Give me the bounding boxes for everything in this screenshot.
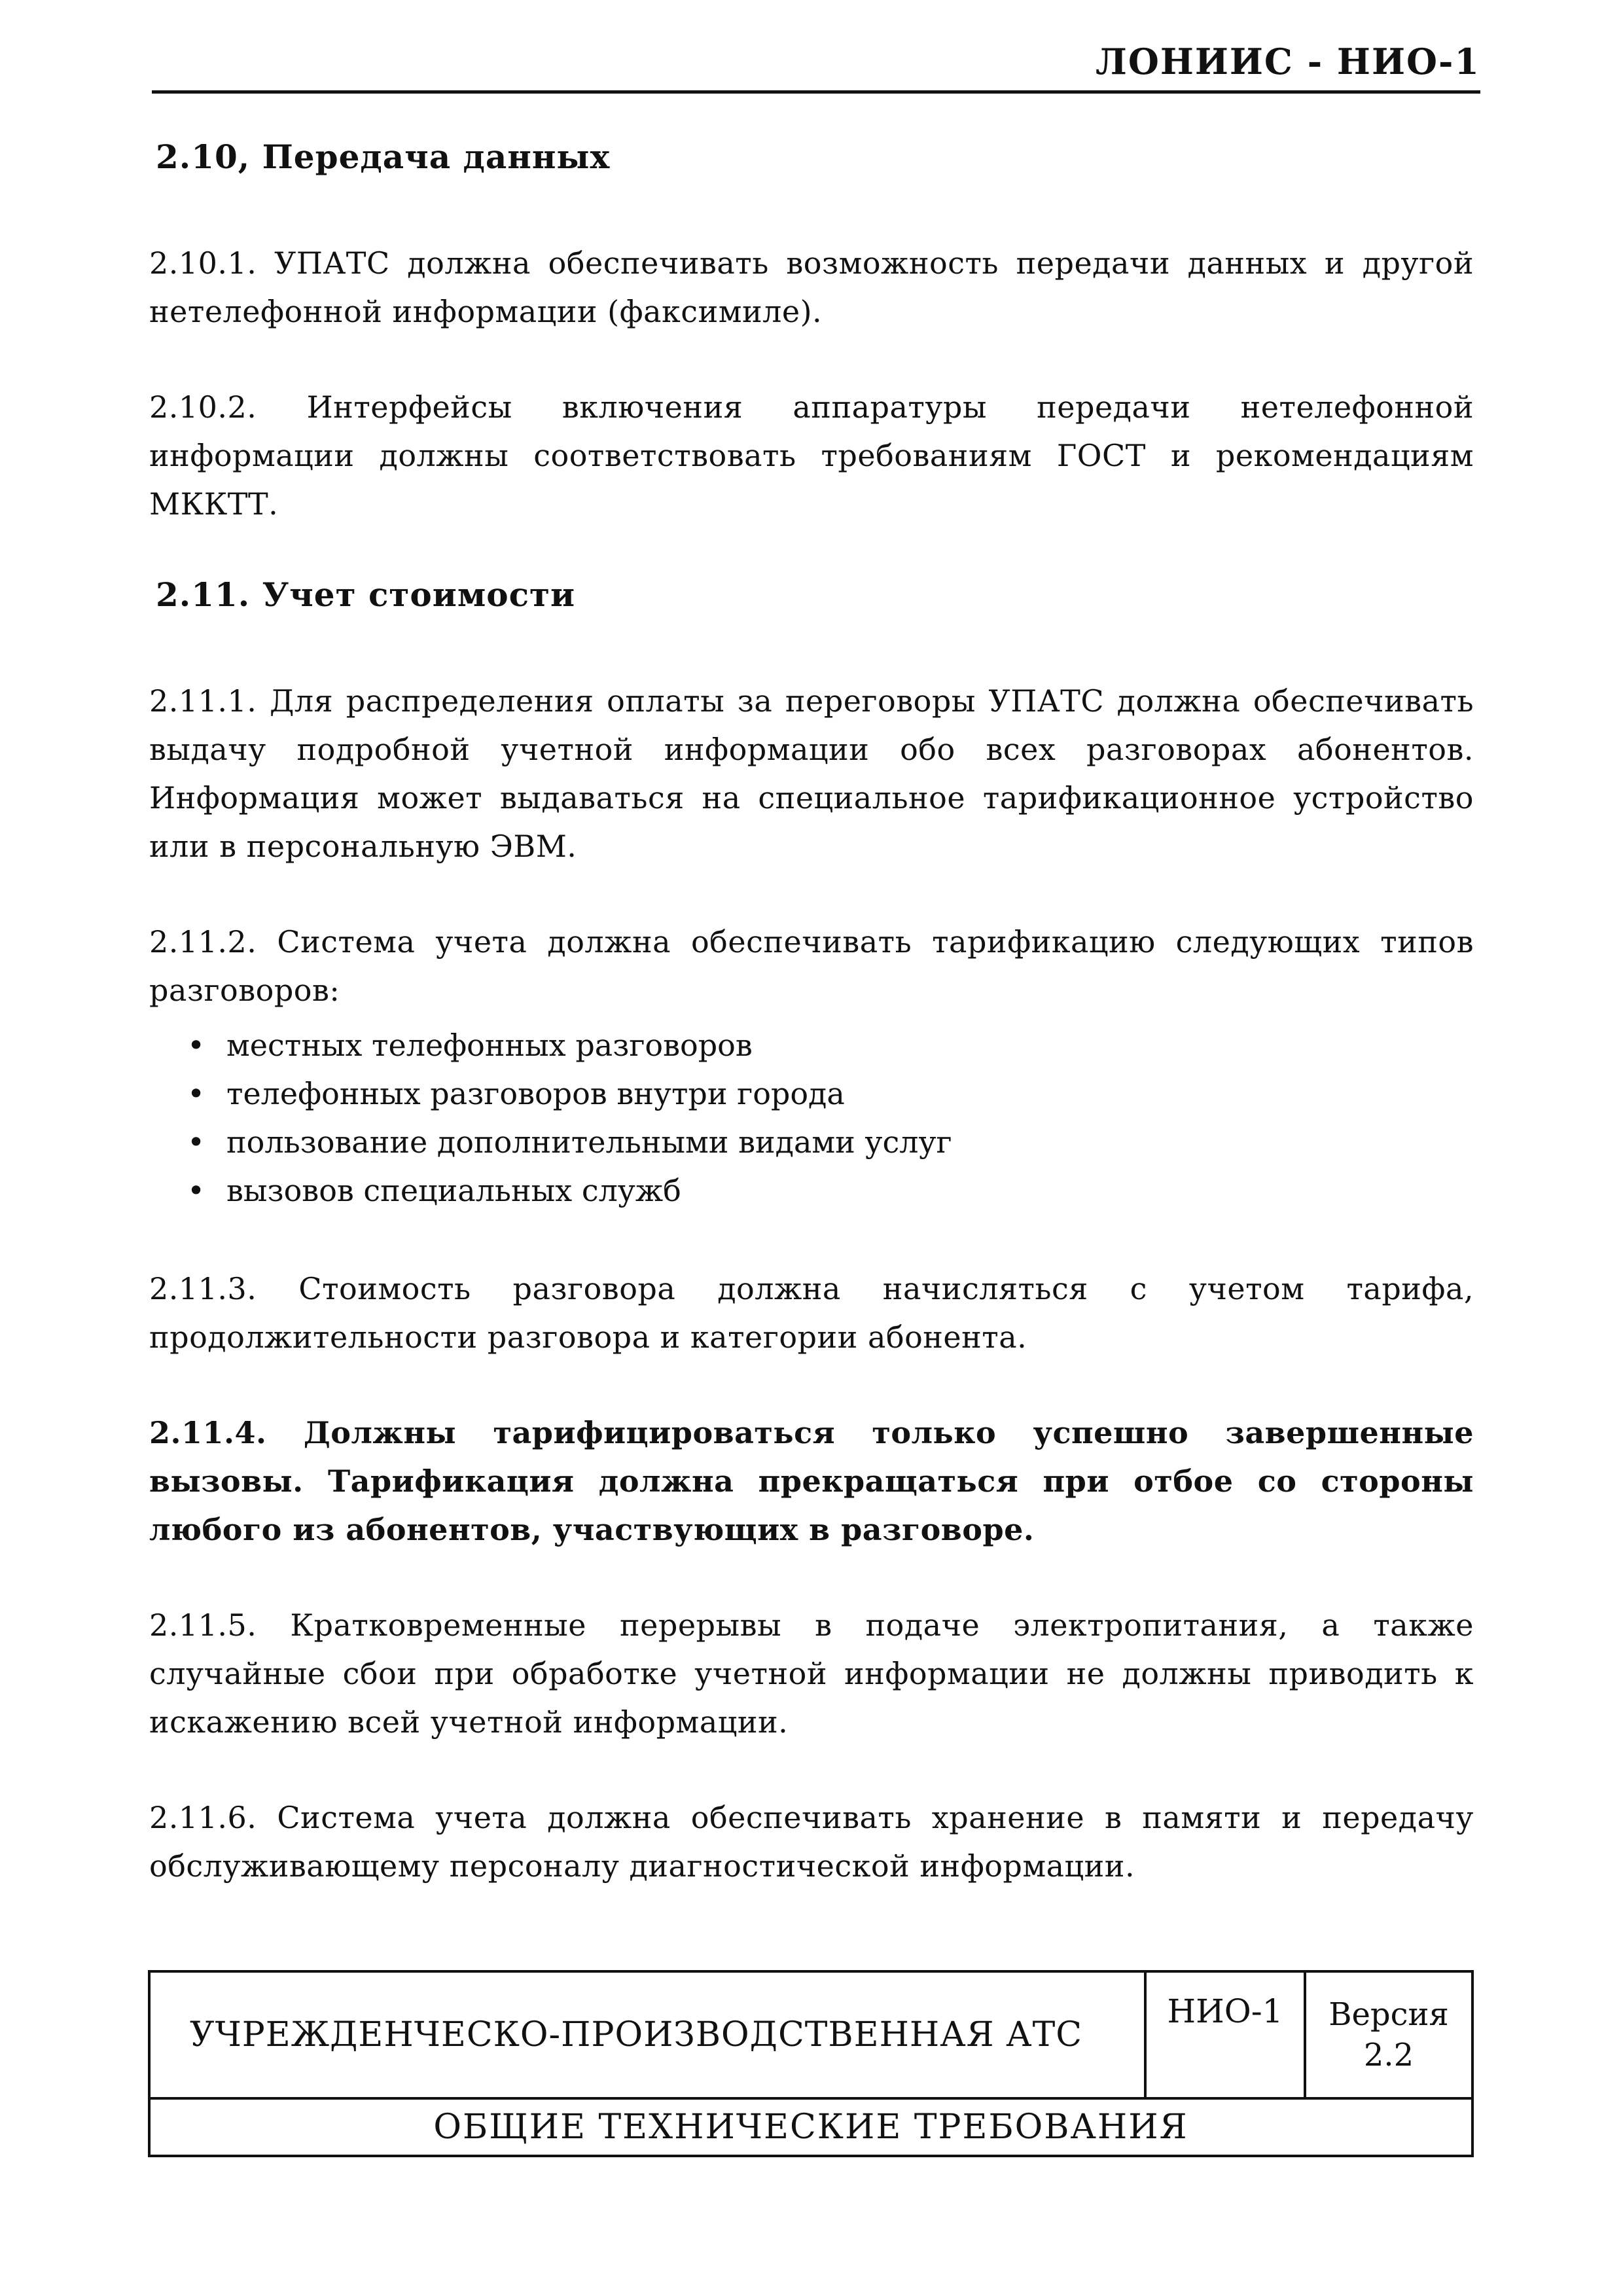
call-types-list (187, 1021, 1474, 1215)
header-rule (152, 90, 1480, 94)
footer-version-label: Версия (1329, 1996, 1449, 2033)
paragraph-2-11-3: 2.11.3. Стоимость разговора должна начисляться с учетом тарифа, продолжительности разговора и категории абонента. (149, 1271, 1474, 1355)
paragraph-2-11-1: 2.11.1. Для распределения оплаты за переговоры УПАТС должна обеспечивать выдачу подробной учетной информации обо всех разговорах абонентов. Информация может выдаваться на специальное тарификационное устройство или в персональную ЭВМ. (149, 683, 1474, 864)
paragraph-2-11-4: 2.11.4. Должны тарифицироваться только успешно завершенные вызовы. Тарификация должна прекращаться при отбое со стороны любого из абонентов, участвующих в разговоре. (149, 1415, 1474, 1547)
list-item: • местных телефонных разговоров (187, 1021, 1474, 1069)
paragraph-2-11-5: 2.11.5. Кратковременные перерывы в подаче электропитания, а также случайные сбои при обработке учетной информации не должны приводить к искажению всей учетной информации. (149, 1607, 1474, 1740)
list-item: • пользование дополнительными видами услуг (187, 1118, 1474, 1166)
paragraph-2-10-2: 2.10.2. Интерфейсы включения аппаратуры передачи нетелефонной информации должны соответствовать требованиям ГОСТ и рекомендациям МККТТ. (149, 389, 1474, 522)
section-heading-2-10: 2.10, Передача данных (156, 137, 611, 176)
footer-subtitle: ОБЩИЕ ТЕХНИЧЕСКИЕ ТРЕБОВАНИЯ (149, 2098, 1472, 2156)
paragraph-2-10-1: 2.10.1. УПАТС должна обеспечивать возможность передачи данных и другой нетелефонной информации (факсимиле). (149, 245, 1474, 329)
footer-title: УЧРЕЖДЕНЧЕСКО-ПРОИЗВОДСТВЕННАЯ АТС (149, 1971, 1145, 2098)
footer-version (1305, 1971, 1472, 2098)
list-item: • вызовов специальных служб (187, 1166, 1474, 1215)
footer-version-number: 2.2 (1363, 2037, 1414, 2073)
footer-stamp-table (148, 1970, 1474, 2157)
footer-code: НИО-1 (1145, 1971, 1305, 2098)
paragraph-2-11-2: 2.11.2. Система учета должна обеспечивать тарификацию следующих типов разговоров: (149, 924, 1474, 1008)
list-item: • телефонных разговоров внутри города (187, 1069, 1474, 1118)
paragraph-2-11-6: 2.11.6. Система учета должна обеспечивать хранение в памяти и передачу обслуживающему персоналу диагностической информации. (149, 1800, 1474, 1884)
document-body (149, 137, 1474, 1937)
header-doc-code: ЛОНИИС - НИО-1 (1096, 41, 1480, 82)
section-heading-2-11: 2.11. Учет стоимости (156, 575, 576, 614)
